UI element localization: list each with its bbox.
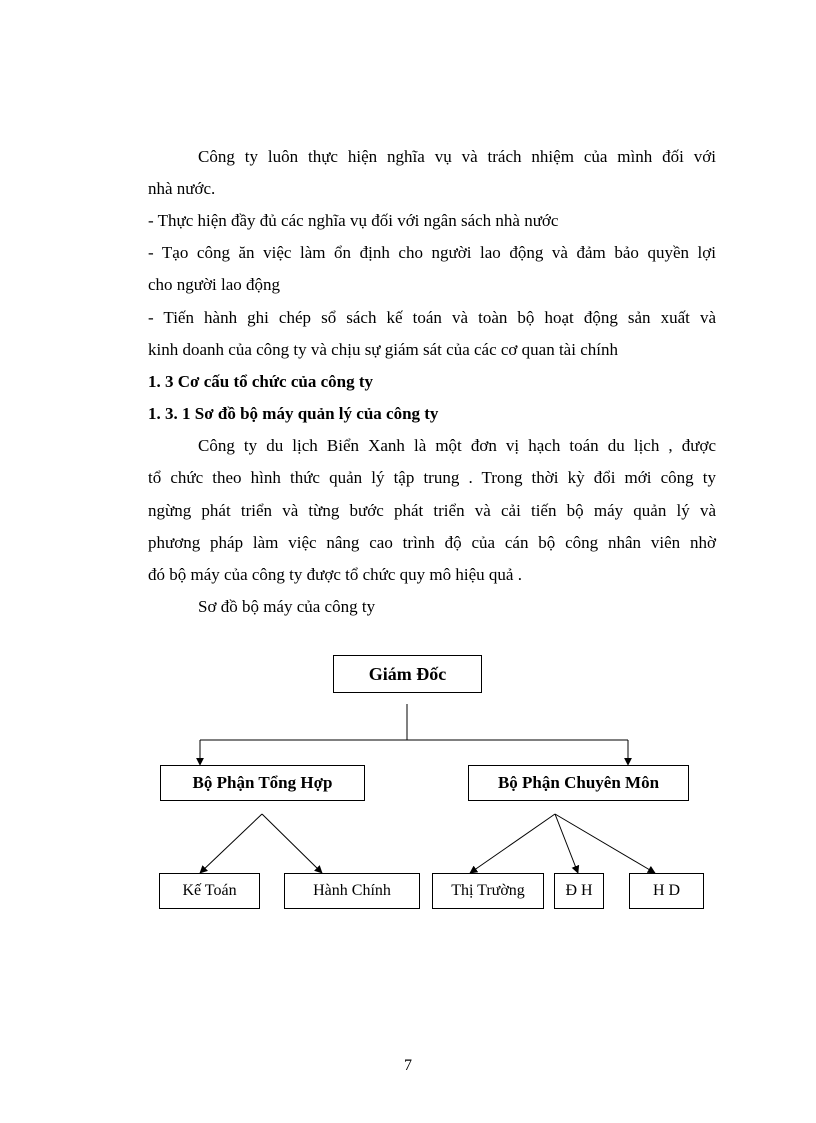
paragraph-line: cho người lao động: [148, 275, 280, 294]
arrow-to-dh: [555, 814, 578, 873]
paragraph-line: kinh doanh của công ty và chịu sự giám sát của các cơ quan tài chính: [148, 340, 618, 359]
box-market: Thị Trường: [432, 873, 544, 909]
paragraph-line: tổ chức theo hình thức quản lý tập trung . Trong thời kỳ đổi mới công ty: [148, 468, 716, 487]
paragraph-line: phương pháp làm việc nâng cao trình độ của cán bộ công nhân viên nhờ: [148, 533, 716, 552]
diagram-caption: Sơ đồ bộ máy của công ty: [198, 597, 376, 616]
box-admin: Hành Chính: [284, 873, 420, 909]
arrow-to-hd: [555, 814, 655, 873]
box-dept-general: Bộ Phận Tổng Hợp: [160, 765, 365, 801]
subsection-heading: 1. 3. 1 Sơ đồ bộ máy quản lý của công ty: [148, 404, 439, 423]
box-accounting: Kế Toán: [159, 873, 260, 909]
paragraph-line: Công ty luôn thực hiện nghĩa vụ và trách nhiệm của mình đối với: [198, 147, 716, 166]
list-item: - Thực hiện đầy đủ các nghĩa vụ đối với ngân sách nhà nước: [148, 211, 559, 230]
box-dh: Đ H: [554, 873, 604, 909]
paragraph-line: ngừng phát triển và từng bước phát triển và cải tiến bộ máy quản lý và: [148, 501, 716, 520]
box-hd: H D: [629, 873, 704, 909]
list-item: - Tạo công ăn việc làm ổn định cho người lao động và đảm bảo quyền lợi: [148, 243, 716, 262]
paragraph-line: Công ty du lịch Biển Xanh là một đơn vị hạch toán du lịch , được: [198, 436, 716, 455]
section-heading: 1. 3 Cơ cấu tổ chức của công ty: [148, 372, 374, 391]
page-number: 7: [404, 1057, 412, 1074]
paragraph-line: nhà nước.: [148, 179, 216, 198]
arrow-to-market: [470, 814, 555, 873]
box-dept-specialist: Bộ Phận Chuyên Môn: [468, 765, 689, 801]
paragraph-line: đó bộ máy của công ty được tổ chức quy mô hiệu quả .: [148, 565, 522, 584]
arrow-to-accounting: [200, 814, 262, 873]
box-director: Giám Đốc: [333, 655, 482, 693]
list-item: - Tiến hành ghi chép sổ sách kế toán và toàn bộ hoạt động sản xuất và: [148, 308, 716, 327]
arrow-to-admin: [262, 814, 322, 873]
